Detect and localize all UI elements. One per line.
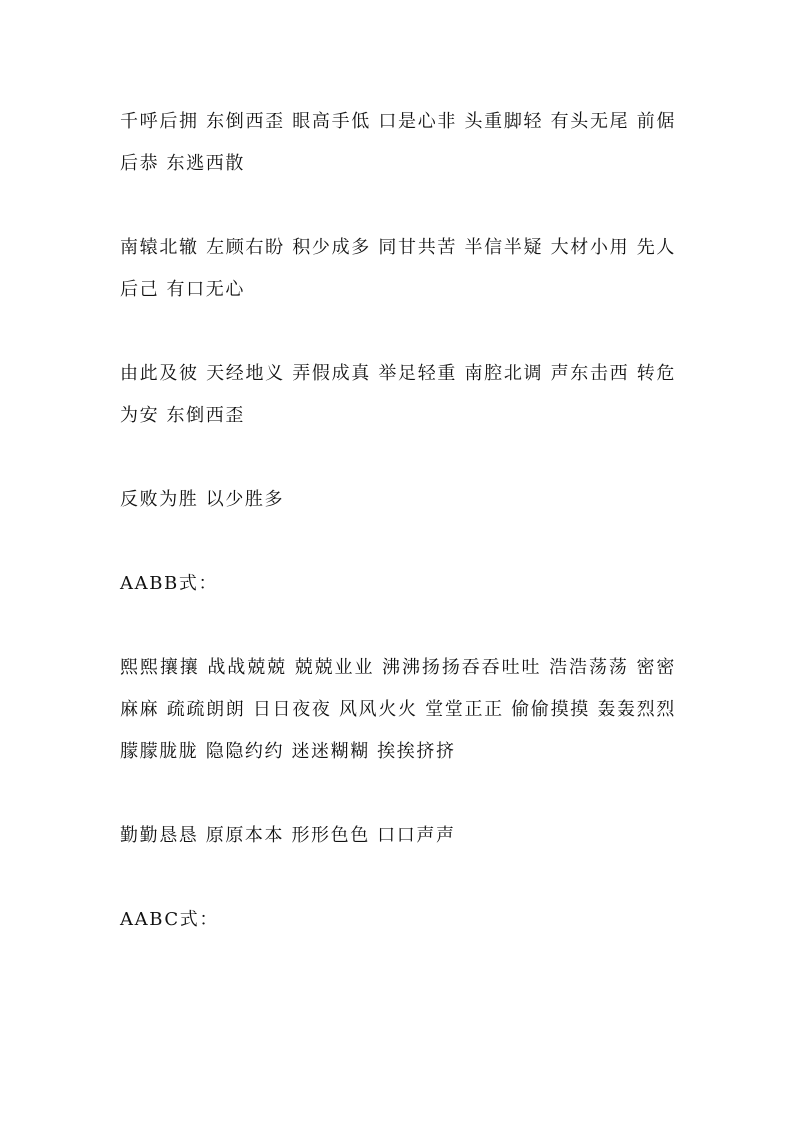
idiom-paragraph-2: 南辕北辙 左顾右盼 积少成多 同甘共苦 半信半疑 大材小用 先人后己 有口无心: [120, 237, 676, 300]
idiom-paragraph-1: 千呼后拥 东倒西歪 眼高手低 口是心非 头重脚轻 有头无尾 前倨后恭 东逃西散: [120, 111, 676, 174]
document-body: [120, 101, 676, 983]
idiom-paragraph-3: 由此及彼 天经地义 弄假成真 举足轻重 南腔北调 声东击西 转危为安 东倒西歪: [120, 363, 676, 426]
idiom-paragraph-4: 反败为胜 以少胜多: [120, 489, 285, 510]
aabb-idioms-paragraph-1: 熙熙攘攘 战战兢兢 兢兢业业 沸沸扬扬吞吞吐吐 浩浩荡荡 密密麻麻 疏疏朗朗 日日夜夜 风风火火 堂堂正正 偷偷摸摸 轰轰烈烈 朦朦胧胧 隐隐约约 迷迷糊糊 挨挨挤挤: [120, 657, 676, 762]
section-heading-aabc: AABC式：: [120, 909, 219, 930]
aabb-idioms-paragraph-2: 勤勤恳恳 原原本本 形形色色 口口声声: [120, 825, 456, 846]
section-heading-aabb: AABB式：: [120, 573, 219, 594]
